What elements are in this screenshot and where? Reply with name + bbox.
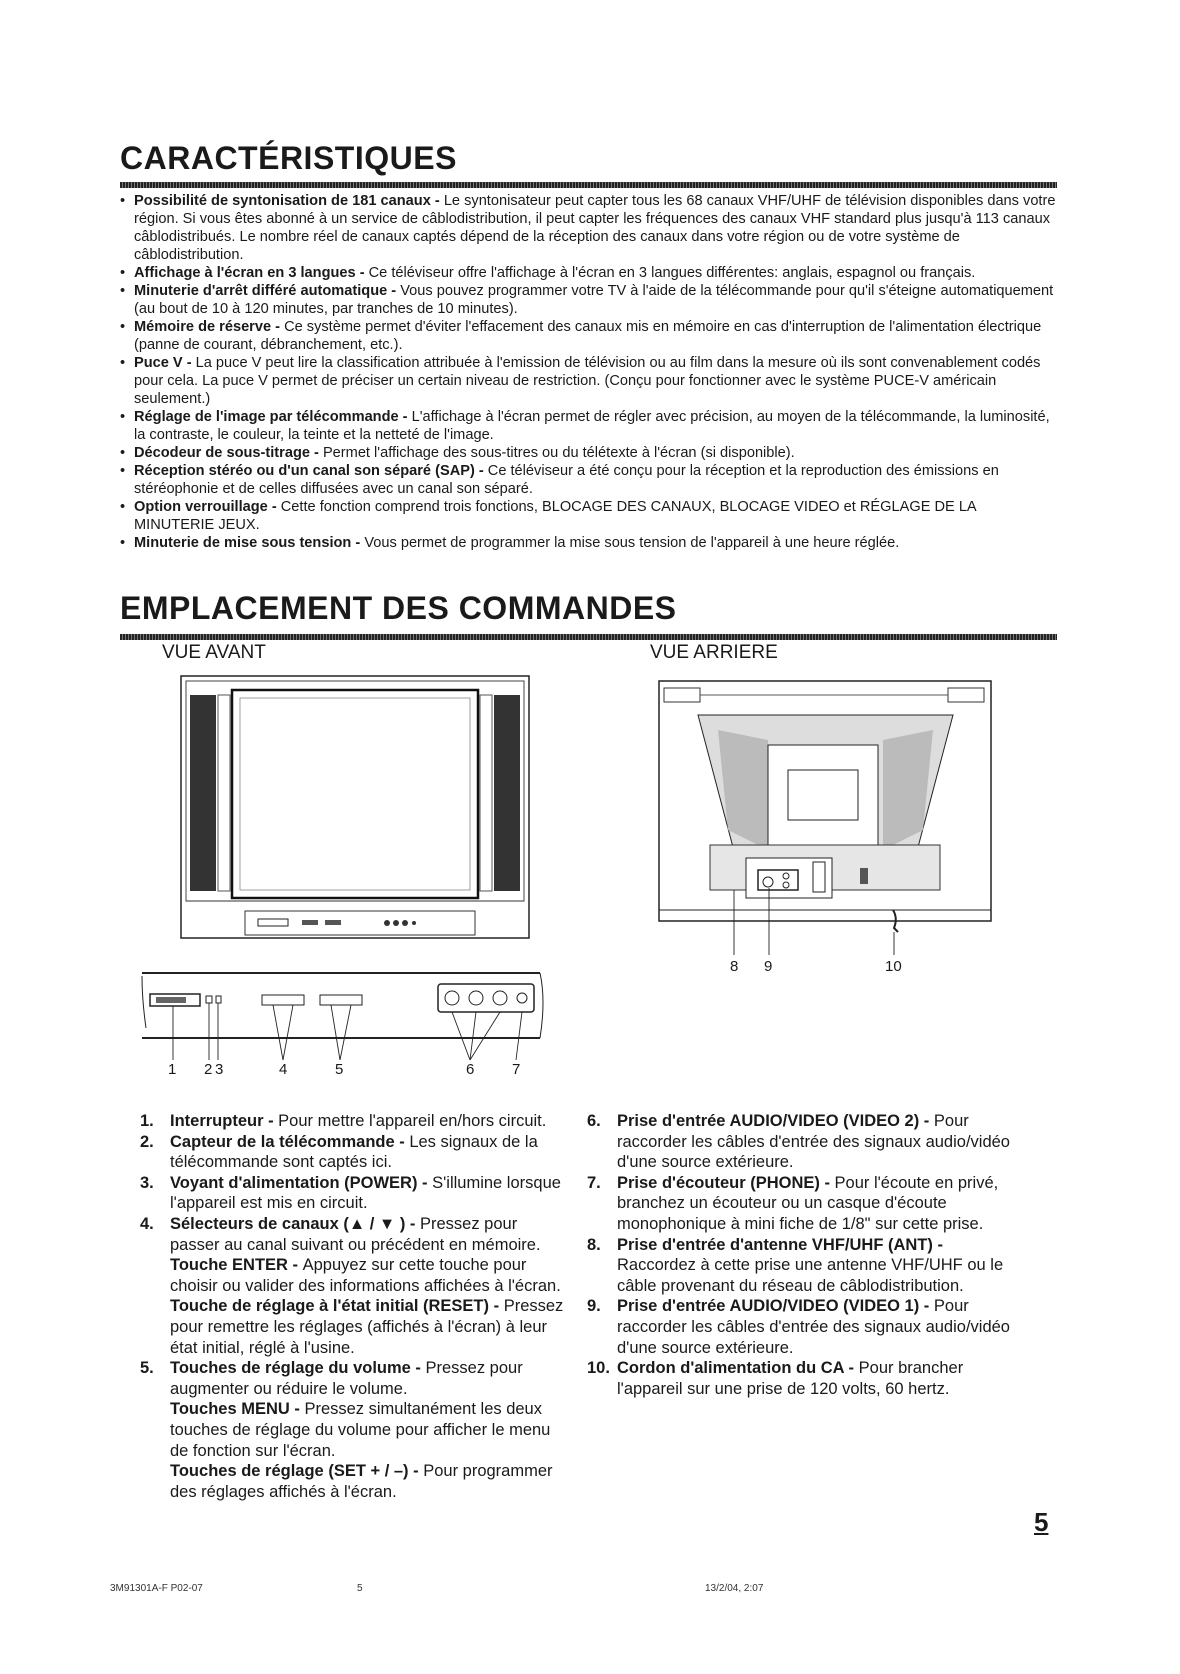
description-list-right <box>587 1111 1017 1399</box>
description-list-left <box>140 1111 570 1502</box>
rear-handle-right <box>948 688 984 702</box>
description-text: Les signaux de la télécommande sont captés ici. <box>170 1132 538 1172</box>
rear-view-tv-diagram <box>658 680 1000 970</box>
description-title: Prise d'entrée d'antenne VHF/UHF (ANT) - <box>617 1235 943 1254</box>
feature-title: Puce V - <box>134 355 196 371</box>
description-part <box>170 1461 570 1502</box>
page-number: 5 <box>1034 1507 1049 1537</box>
callout-3: 3 <box>215 1061 224 1078</box>
description-text: Pour raccorder les câbles d'entrée des signaux audio/vidéo d'une source extérieure. <box>617 1297 1010 1357</box>
feature-text: Ce système permet d'éviter l'effacement des canaux mis en mémoire en cas d'interruption de l'alimentation électrique (panne de courant, débranchement, etc.). <box>134 319 1042 353</box>
description-item <box>587 1173 1017 1235</box>
description-text: S'illumine lorsque l'appareil est mis en circuit. <box>170 1173 561 1213</box>
description-number: 3. <box>140 1173 154 1192</box>
description-part <box>170 1132 570 1173</box>
callout-4: 4 <box>279 1061 288 1078</box>
description-text: Pour mettre l'appareil en/hors circuit. <box>278 1112 547 1130</box>
feature-title: Affichage à l'écran en 3 langues - <box>134 265 369 281</box>
features-list <box>120 192 1057 552</box>
description-item <box>587 1296 1017 1358</box>
feature-item <box>120 462 1057 498</box>
description-text: Raccordez à cette prise une antenne VHF/UHF ou le câble provenant du réseau de câblodistribution. <box>617 1256 1004 1295</box>
description-part <box>617 1296 1017 1358</box>
description-part <box>170 1214 570 1255</box>
feature-text: Le syntonisateur peut capter tous les 68 canaux VHF/UHF de télévision disponibles dans votre région. Si vous êtes abonné à un service de câblodistribution, il peut capter les fréquences des canaux VHF standard plus jusqu'à 113 canaux câblodistribués. Le nombre réel de canaux captés dépend de la réception des canaux dans votre région ou de votre système de câblodistribution. <box>134 193 1056 263</box>
footer-code: 3M91301A-F P02-07 <box>110 1583 203 1594</box>
description-number: 8. <box>587 1235 601 1254</box>
feature-item <box>120 282 1057 318</box>
av-jacks <box>438 984 534 1012</box>
description-text: Pour brancher l'appareil sur une prise de 120 volts, 60 hertz. <box>617 1359 964 1398</box>
description-part <box>617 1111 1017 1173</box>
description-text: Pressez pour augmenter ou réduire le volume. <box>170 1359 523 1398</box>
description-text: Pour raccorder les câbles d'entrée des signaux audio/vidéo d'une source extérieure. <box>617 1112 1010 1172</box>
description-title: Touche de réglage à l'état initial (RESET) - <box>170 1297 504 1316</box>
callout-8: 8 <box>730 958 739 975</box>
description-title: Touches de réglage du volume - <box>170 1359 426 1378</box>
description-item <box>140 1173 570 1214</box>
description-title: Touches de réglage (SET + / –) - <box>170 1462 424 1481</box>
description-item <box>140 1214 570 1358</box>
channel-buttons <box>262 995 304 1005</box>
description-number: 10. <box>587 1359 610 1378</box>
description-item <box>140 1111 570 1132</box>
description-text: Pressez simultanément les deux touches de réglage du volume pour afficher le menu de fonction sur l'écran. <box>170 1400 551 1460</box>
description-title: Interrupteur - <box>170 1112 279 1130</box>
feature-item <box>120 444 1057 462</box>
features-title: CARACTÉRISTIQUES <box>120 140 457 176</box>
description-part <box>617 1358 1017 1399</box>
callout-7: 7 <box>512 1061 521 1078</box>
feature-item <box>120 534 1057 552</box>
description-part <box>170 1173 570 1214</box>
description-text: Pour programmer des réglages affichés à l'écran. <box>170 1462 553 1501</box>
description-part <box>617 1173 1017 1235</box>
feature-text: Vous permet de programmer la mise sous tension de l'appareil à une heure réglée. <box>364 535 900 551</box>
callout-1: 1 <box>168 1061 177 1078</box>
description-title: Capteur de la télécommande - <box>170 1132 410 1151</box>
feature-text: Ce téléviseur a été conçu pour la réception et la reproduction des émissions en stéréophonie et de celles diffusées avec un canal son séparé. <box>134 463 999 497</box>
feature-title: Décodeur de sous-titrage - <box>134 445 323 461</box>
feature-item <box>120 408 1057 444</box>
description-title: Voyant d'alimentation (POWER) - <box>170 1173 433 1192</box>
description-item <box>587 1235 1017 1297</box>
power-cord-plug <box>860 868 868 884</box>
description-part <box>170 1111 570 1132</box>
description-item <box>587 1111 1017 1173</box>
feature-item <box>120 318 1057 354</box>
description-title: Prise d'écouteur (PHONE) - <box>617 1173 835 1192</box>
feature-item <box>120 264 1057 282</box>
description-number: 1. <box>140 1112 154 1130</box>
description-part <box>170 1399 570 1461</box>
right-speaker-grille <box>494 695 520 891</box>
description-item <box>587 1358 1017 1399</box>
controls-title: EMPLACEMENT DES COMMANDES <box>120 590 677 626</box>
rear-view-label: VUE ARRIERE <box>650 642 778 663</box>
description-title: Cordon d'alimentation du CA - <box>617 1359 859 1378</box>
description-number: 4. <box>140 1214 154 1233</box>
control-panel <box>245 911 475 935</box>
callout-6: 6 <box>466 1061 475 1078</box>
power-switch <box>258 919 288 926</box>
callout-10: 10 <box>885 958 902 975</box>
description-title: Prise d'entrée AUDIO/VIDEO (VIDEO 1) - <box>617 1297 934 1316</box>
volume-buttons <box>320 995 362 1005</box>
feature-item <box>120 498 1057 534</box>
description-title: Prise d'entrée AUDIO/VIDEO (VIDEO 2) - <box>617 1112 934 1130</box>
feature-title: Minuterie d'arrêt différé automatique - <box>134 283 401 299</box>
description-part <box>170 1255 570 1296</box>
feature-item <box>120 192 1057 264</box>
feature-text: La puce V peut lire la classification attribuée à l'emission de télévision ou au film dans la mesure où ils sont convenablement codés pour cela. La puce V permet de préciser un certain niveau de restriction. (Conçu pour fonctionner avec le système PUCE-V américain seulement.) <box>134 355 1041 407</box>
description-number: 2. <box>140 1132 154 1151</box>
description-part <box>170 1358 570 1399</box>
tv-screen <box>232 690 478 898</box>
callout-2: 2 <box>204 1061 213 1078</box>
description-number: 9. <box>587 1297 601 1316</box>
description-title: Touches MENU - <box>170 1400 305 1419</box>
description-item <box>140 1132 570 1173</box>
feature-title: Minuterie de mise sous tension - <box>134 535 365 551</box>
description-title: Sélecteurs de canaux (▲ / ▼ ) - <box>170 1214 420 1233</box>
description-number: 7. <box>587 1173 601 1192</box>
feature-text: Vous pouvez programmer votre TV à l'aide de la télécommande pour qu'il s'éteigne automatiquement (au bout de 10 à 120 minutes, par tranches de 10 minutes). <box>134 283 1054 317</box>
front-view-tv-diagram <box>180 675 530 945</box>
description-part <box>170 1296 570 1358</box>
description-text: Pressez pour remettre les réglages (affichés à l'écran) à leur état initial, réglé à l'usine. <box>170 1297 564 1357</box>
feature-title: Option verrouillage - <box>134 499 281 515</box>
description-text: Pour l'écoute en privé, branchez un écouteur ou un casque d'écoute monophonique à mini fiche de 1/8" sur cette prise. <box>617 1173 999 1233</box>
feature-text: L'affichage à l'écran permet de régler avec précision, au moyen de la télécommande, la luminosité, la contraste, le couleur, la teinte et la netteté de l'image. <box>134 409 1050 443</box>
description-text: Appuyez sur cette touche pour choisir ou valider des informations affichées à l'écran. <box>170 1256 561 1295</box>
footer-page: 5 <box>357 1583 363 1594</box>
feature-title: Possibilité de syntonisation de 181 canaux - <box>134 193 444 209</box>
feature-text: Ce téléviseur offre l'affichage à l'écran en 3 langues différentes: anglais, espagnol ou français. <box>368 265 976 281</box>
callout-5: 5 <box>335 1061 344 1078</box>
title-rule <box>120 182 1057 188</box>
feature-title: Mémoire de réserve - <box>134 319 285 335</box>
description-item <box>140 1358 570 1502</box>
description-part <box>617 1235 1017 1297</box>
feature-title: Réception stéréo ou d'un canal son séparé (SAP) - <box>134 463 488 479</box>
front-control-panel-diagram <box>140 940 550 1080</box>
left-speaker-grille <box>190 695 216 891</box>
rear-handle-left <box>664 688 700 702</box>
description-text: Pressez pour passer au canal suivant ou précédent en mémoire. <box>170 1214 541 1254</box>
description-title: Touche ENTER - <box>170 1256 303 1275</box>
description-number: 5. <box>140 1359 154 1378</box>
footer-date: 13/2/04, 2:07 <box>705 1583 764 1594</box>
feature-item <box>120 354 1057 408</box>
feature-text: Cette fonction comprend trois fonctions, BLOCAGE DES CANAUX, BLOCAGE VIDEO et RÉGLAGE DE LA MINUTERIE JEUX. <box>134 499 976 533</box>
feature-title: Réglage de l'image par télécommande - <box>134 409 412 425</box>
callout-9: 9 <box>764 958 773 975</box>
description-number: 6. <box>587 1112 601 1130</box>
feature-text: Permet l'affichage des sous-titres ou du télétexte à l'écran (si disponible). <box>322 445 795 461</box>
front-view-label: VUE AVANT <box>162 642 266 663</box>
title-rule <box>120 634 1057 640</box>
